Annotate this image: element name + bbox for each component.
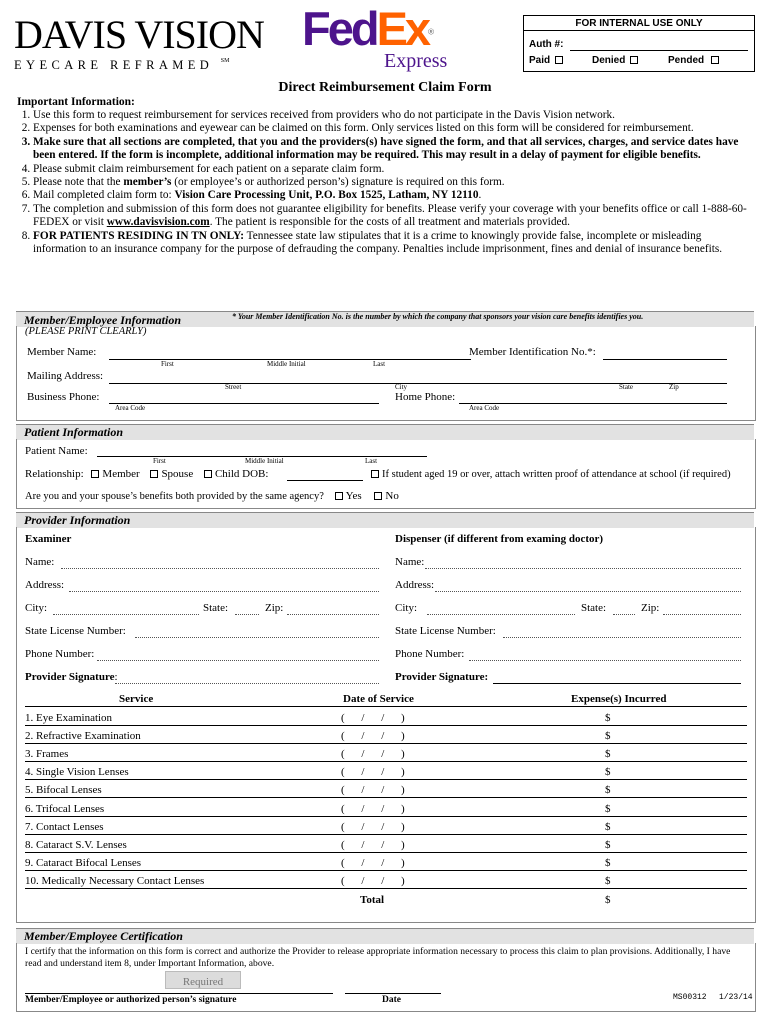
total-label: Total <box>360 894 385 906</box>
table-row <box>25 725 747 744</box>
expense-field[interactable]: $ <box>605 802 611 815</box>
auth-field[interactable] <box>570 50 748 51</box>
total-dollar: $ <box>605 894 611 906</box>
pended-checkbox[interactable] <box>711 56 719 64</box>
expense-field[interactable]: $ <box>605 712 611 724</box>
expense-field[interactable]: $ <box>605 730 611 743</box>
home-phone-field[interactable] <box>459 403 727 404</box>
date-col-header: Date of Service <box>343 693 414 705</box>
state-caption: State <box>619 383 633 391</box>
logo-main-text: DAVIS VISION <box>14 12 264 57</box>
no-option: No <box>385 490 399 502</box>
info-item-6: 6. Mail completed claim form to: Vision Care Processing Unit, P.O. Box 1525, Latham, NY 12110. <box>33 189 757 202</box>
fedex-fed: Fed <box>302 2 377 55</box>
dispenser-license-label: State License Number: <box>395 625 496 637</box>
service-date-field[interactable]: ( / / ) <box>341 766 405 779</box>
street-caption: Street <box>225 383 242 391</box>
important-information <box>17 96 757 256</box>
expense-field[interactable]: $ <box>605 820 611 833</box>
same-agency-row <box>25 490 399 502</box>
service-name: 8. Cataract S.V. Lenses <box>25 838 127 851</box>
examiner-address-label: Address: <box>25 579 65 591</box>
info-heading: Important Information: <box>17 96 135 108</box>
dispenser-state-field[interactable] <box>613 614 635 615</box>
dispenser-city-label: City: <box>395 602 418 614</box>
last-caption: Last <box>373 360 386 368</box>
table-row <box>25 816 747 835</box>
davis-vision-logo <box>14 14 274 76</box>
info-list <box>17 109 757 256</box>
examiner-phone-field[interactable] <box>97 660 379 661</box>
service-date-field[interactable]: ( / / ) <box>341 784 405 797</box>
certification-date-field[interactable] <box>345 993 441 994</box>
member-signature-field[interactable] <box>25 993 333 994</box>
certification-section-header <box>16 928 754 944</box>
home-phone-label: Home Phone: <box>395 391 456 403</box>
info-item-3: 3. Make sure that all sections are completed, that you and the providers(s) have signed the form, and that all services, charges, and service dates have been entered. If the form is incomplete, additional information may be required. This may result in a delay of payment for eligible benefits. <box>33 136 757 163</box>
pended-label: Pended <box>668 55 705 66</box>
examiner-zip-field[interactable] <box>287 614 379 615</box>
service-date-field[interactable]: ( / / ) <box>341 820 405 833</box>
info-item-8: 8. FOR PATIENTS RESIDING IN TN ONLY: Tennessee state law stipulates that it is a crime to knowingly provide false, incomplete or misleading information to an insurance company for the purpose of defrauding the company. Penalties include imprisonment, fines and denial of insurance benefits. <box>33 230 757 257</box>
service-name: 1. Eye Examination <box>25 712 113 724</box>
first-caption: First <box>161 360 174 368</box>
business-phone-label: Business Phone: <box>27 391 100 403</box>
table-row <box>25 834 747 853</box>
mailing-address-field[interactable] <box>109 383 727 384</box>
service-name: 5. Bifocal Lenses <box>25 784 102 797</box>
expense-field[interactable]: $ <box>605 766 611 779</box>
patient-section <box>16 439 756 509</box>
info-item-5: 5. Please note that the member’s (or employee’s or authorized person’s) signature is required on this form. <box>33 176 757 189</box>
auth-label: Auth #: <box>529 39 564 50</box>
patient-section-title: Patient Information <box>24 425 124 439</box>
expense-field[interactable]: $ <box>605 838 611 851</box>
date-label: Date <box>382 995 401 1005</box>
service-date-field[interactable]: ( / / ) <box>341 712 405 724</box>
member-checkbox[interactable] <box>91 470 99 478</box>
service-name: 6. Trifocal Lenses <box>25 802 105 815</box>
relationship-label: Relationship: <box>25 468 84 480</box>
pended-option[interactable] <box>668 55 722 66</box>
member-id-note: * Your Member Identification No. is the number by which the company that sponsors your vision care benefits identifies you. <box>232 312 644 321</box>
paid-option[interactable] <box>529 55 566 66</box>
form-code: MS00312 <box>673 993 707 1002</box>
service-name: 3. Frames <box>25 748 69 761</box>
service-date-field[interactable]: ( / / ) <box>341 802 405 815</box>
spouse-checkbox[interactable] <box>150 470 158 478</box>
denied-checkbox[interactable] <box>630 56 638 64</box>
patient-name-label: Patient Name: <box>25 445 88 457</box>
expense-field[interactable]: $ <box>605 748 611 761</box>
provider-section-header <box>16 512 754 528</box>
examiner-name-label: Name: <box>25 556 55 568</box>
relationship-row <box>25 468 268 480</box>
examiner-heading: Examiner <box>25 533 72 545</box>
expense-field[interactable]: $ <box>605 856 611 869</box>
paid-label: Paid <box>529 55 551 66</box>
examiner-signature-field[interactable] <box>115 683 379 684</box>
certification-section <box>16 943 756 1012</box>
child-checkbox[interactable] <box>204 470 212 478</box>
member-option: Member <box>102 468 140 480</box>
service-date-field[interactable]: ( / / ) <box>341 748 405 761</box>
table-row <box>25 707 747 726</box>
examiner-address-field[interactable] <box>69 591 379 592</box>
provider-section-title: Provider Information <box>24 513 131 527</box>
student-row <box>371 468 731 480</box>
expense-field[interactable]: $ <box>605 874 611 887</box>
examiner-state-label: State: <box>203 602 229 614</box>
service-name: 2. Refractive Examination <box>25 730 141 743</box>
examiner-state-field[interactable] <box>235 614 259 615</box>
dispenser-heading: Dispenser (if different from examing doctor) <box>395 533 604 545</box>
dispenser-name-label: Name: <box>395 556 425 568</box>
print-clearly: (PLEASE PRINT CLEARLY) <box>25 326 147 337</box>
examiner-name-field[interactable] <box>61 568 379 569</box>
examiner-phone-label: Phone Number: <box>25 648 95 660</box>
internal-use-box <box>523 15 755 72</box>
spouse-option: Spouse <box>161 468 194 480</box>
certification-text: I certify that the information on this form is correct and authorize the Provider to release appropriate information necessary to process this claim to plan provisions. Additionally, I have read and understand item 8, under Important Information, above. <box>25 946 731 969</box>
dispenser-signature-label: Provider Signature: <box>395 671 489 683</box>
info-item-2: 2. Expenses for both examinations and eyewear can be claimed on this form. Only services listed on this form will be considered for reimbursement. <box>33 122 757 135</box>
fedex-reg: ® <box>428 27 434 37</box>
examiner-signature-label-row: Provider Signature: <box>25 671 118 683</box>
info-item-7: 7. The completion and submission of this form does not guarantee eligibility for benefits. Please verify your coverage with your benefits office or call 1-888-60-FEDEX or visit www.davisvision.com. The patient is responsible for the costs of all treatment and materials provided. <box>33 203 757 230</box>
logo-tagline-row <box>14 58 274 73</box>
yes-checkbox[interactable] <box>335 492 343 500</box>
denied-option[interactable] <box>592 55 641 66</box>
service-name: 4. Single Vision Lenses <box>25 766 129 779</box>
dispenser-name-field[interactable] <box>425 568 741 569</box>
member-signature-label: Member/Employee or authorized person’s signature <box>25 995 237 1005</box>
member-id-field[interactable] <box>603 359 727 360</box>
city-caption: City <box>395 383 408 391</box>
fedex-express: Express <box>384 50 448 72</box>
table-row <box>25 779 747 798</box>
dispenser-city-field[interactable] <box>427 614 575 615</box>
member-id-label: Member Identification No.*: <box>469 346 596 358</box>
examiner-city-label: City: <box>25 602 48 614</box>
examiner-signature-label: Provider Signature <box>25 671 115 683</box>
child-option: Child DOB: <box>214 468 269 480</box>
info-item-1: 1. Use this form to request reimbursement for services received from providers who do not participate in the Davis Vision network. <box>33 109 757 122</box>
member-section <box>16 326 756 421</box>
required-placeholder: Required <box>182 976 224 988</box>
examiner-license-label: State License Number: <box>25 625 126 637</box>
info-item-4: 4. Please submit claim reimbursement for each patient on a separate claim form. <box>33 163 757 176</box>
patient-middle-caption: Middle Initial <box>245 457 284 465</box>
dispenser-phone-field[interactable] <box>469 660 741 661</box>
business-phone-field[interactable] <box>109 403 379 404</box>
certification-section-title: Member/Employee Certification <box>24 929 183 943</box>
child-dob-field[interactable] <box>287 480 363 481</box>
member-section-title: Member/Employee Information <box>24 313 181 327</box>
service-name: 7. Contact Lenses <box>25 820 104 833</box>
provider-section <box>16 527 756 923</box>
table-row <box>25 870 747 889</box>
dispenser-address-label: Address: <box>395 579 435 591</box>
expense-field[interactable]: $ <box>605 784 611 797</box>
service-date-field[interactable]: ( / / ) <box>341 874 405 887</box>
member-name-label: Member Name: <box>27 346 97 358</box>
service-col-header: Service <box>119 693 154 705</box>
denied-label: Denied <box>592 55 626 66</box>
dispenser-phone-label: Phone Number: <box>395 648 465 660</box>
dispenser-signature-field[interactable] <box>493 683 741 684</box>
service-date-field[interactable]: ( / / ) <box>341 856 405 869</box>
zip-caption: Zip <box>669 383 679 391</box>
logo-sm: SM <box>220 58 230 64</box>
examiner-zip-label: Zip: <box>265 602 284 614</box>
form-date: 1/23/14 <box>719 993 753 1002</box>
form-title: Direct Reimbursement Claim Form <box>278 80 492 95</box>
same-agency-question: Are you and your spouse’s benefits both provided by the same agency? <box>25 491 324 502</box>
middle-caption: Middle Initial <box>267 360 306 368</box>
signature-required-box[interactable] <box>165 971 241 989</box>
student-checkbox[interactable] <box>371 470 379 478</box>
service-date-field[interactable]: ( / / ) <box>341 838 405 851</box>
logo-tagline: EYECARE REFRAMED <box>14 58 214 72</box>
table-row <box>25 743 747 762</box>
table-row <box>25 798 747 817</box>
examiner-license-field[interactable] <box>135 637 379 638</box>
dispenser-zip-field[interactable] <box>663 614 741 615</box>
fedex-express-logo <box>302 4 462 76</box>
table-row <box>25 852 747 871</box>
examiner-city-field[interactable] <box>53 614 199 615</box>
yes-option: Yes <box>345 490 362 502</box>
davis-vision-link[interactable]: www.davisvision.com <box>106 216 210 229</box>
patient-section-header <box>16 424 754 440</box>
area-code-caption-home: Area Code <box>469 404 500 412</box>
area-code-caption: Area Code <box>115 404 146 412</box>
fedex-ex: Ex <box>376 2 429 55</box>
no-checkbox[interactable] <box>374 492 382 500</box>
paid-checkbox[interactable] <box>555 56 563 64</box>
dispenser-license-field[interactable] <box>503 637 741 638</box>
dispenser-state-label: State: <box>581 602 607 614</box>
dispenser-address-field[interactable] <box>435 591 741 592</box>
service-name: 9. Cataract Bifocal Lenses <box>25 856 142 869</box>
table-row <box>25 761 747 780</box>
total-field[interactable] <box>613 907 747 908</box>
mailing-address-label: Mailing Address: <box>27 370 104 382</box>
internal-use-title: FOR INTERNAL USE ONLY <box>575 18 703 29</box>
service-date-field[interactable]: ( / / ) <box>341 730 405 743</box>
dispenser-zip-label: Zip: <box>641 602 660 614</box>
student-note: If student aged 19 or over, attach written proof of attendance at school (if required) <box>382 469 731 480</box>
expense-col-header: Expense(s) Incurred <box>571 693 667 705</box>
patient-first-caption: First <box>153 457 166 465</box>
patient-last-caption: Last <box>365 457 378 465</box>
service-name: 10. Medically Necessary Contact Lenses <box>25 874 205 887</box>
